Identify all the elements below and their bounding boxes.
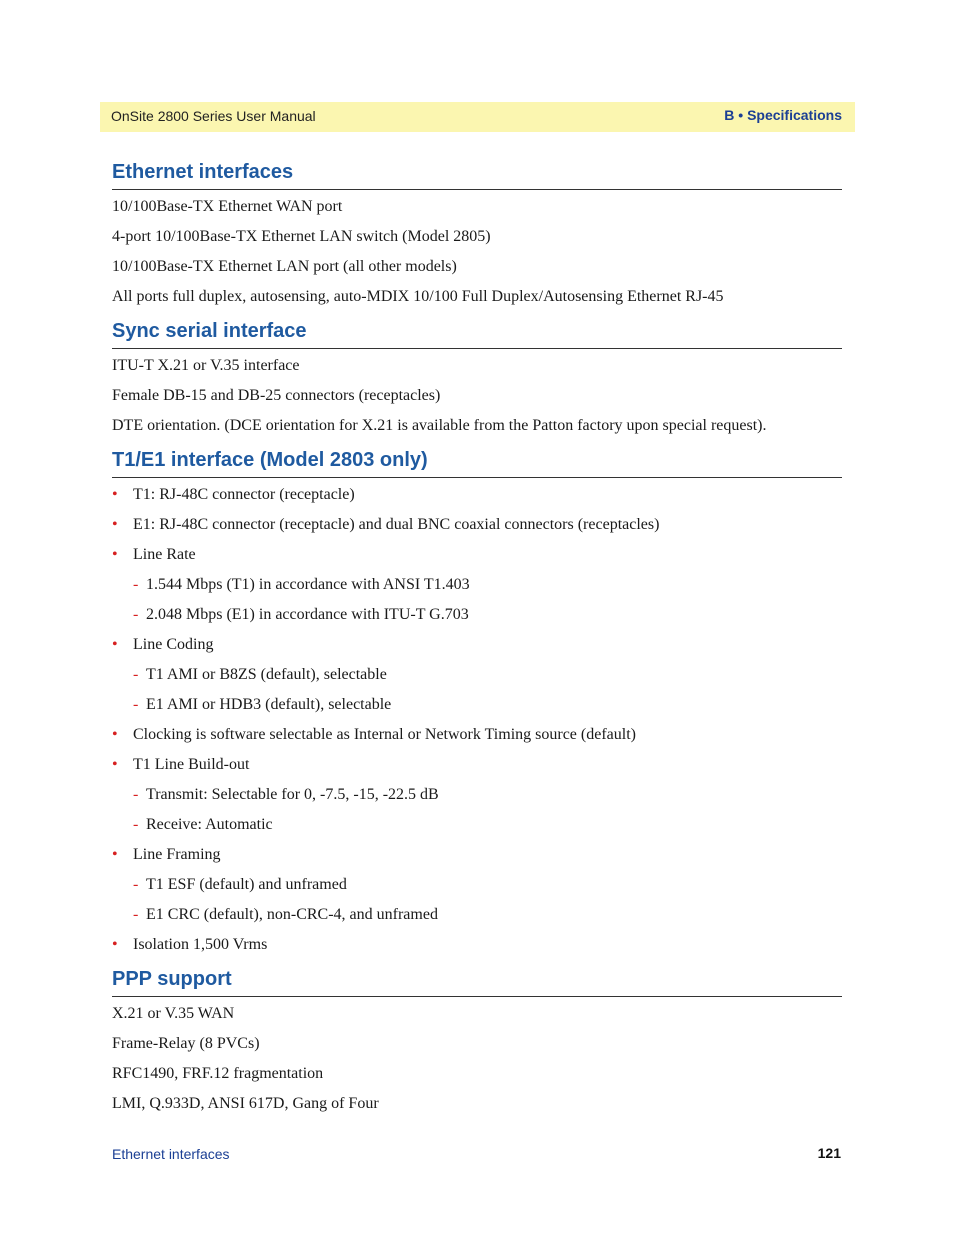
spec-line: RFC1490, FRF.12 fragmentation xyxy=(112,1065,324,1082)
bullet-icon: • xyxy=(112,726,118,743)
bullet-text: Isolation 1,500 Vrms xyxy=(133,936,268,953)
sub-item xyxy=(112,605,842,625)
spec-line: ITU-T X.21 or V.35 interface xyxy=(112,357,300,374)
sub-text: E1 AMI or HDB3 (default), selectable xyxy=(146,696,392,713)
dash-icon: - xyxy=(133,576,139,593)
bullet-text: T1 Line Build-out xyxy=(133,756,250,773)
sub-text: Receive: Automatic xyxy=(146,816,273,833)
section-heading: PPP support xyxy=(112,965,842,997)
section-heading: T1/E1 interface (Model 2803 only) xyxy=(112,446,842,478)
chapter-title: B • Specifications xyxy=(724,107,842,123)
bullet-item xyxy=(112,635,842,655)
spec-line: X.21 or V.35 WAN xyxy=(112,1005,235,1022)
bullet-text: E1: RJ-48C connector (receptacle) and dual BNC coaxial connectors (receptacles) xyxy=(133,516,660,533)
sub-item xyxy=(112,665,842,685)
bullet-item xyxy=(112,725,842,745)
bullet-icon: • xyxy=(112,936,118,953)
bullet-item xyxy=(112,545,842,565)
bullet-text: Line Coding xyxy=(133,636,214,653)
bullet-icon: • xyxy=(112,546,118,563)
bullet-icon: • xyxy=(112,516,118,533)
dash-icon: - xyxy=(133,816,139,833)
spec-line: 10/100Base-TX Ethernet WAN port xyxy=(112,198,343,215)
spec-line: All ports full duplex, autosensing, auto-MDIX 10/100 Full Duplex/Autosensing Ethernet RJ-45 xyxy=(112,288,724,305)
spec-line: 4-port 10/100Base-TX Ethernet LAN switch (Model 2805) xyxy=(112,228,491,245)
dash-icon: - xyxy=(133,606,139,623)
bullet-text: T1: RJ-48C connector (receptacle) xyxy=(133,486,355,503)
spec-line: Female DB-15 and DB-25 connectors (receptacles) xyxy=(112,387,441,404)
section-ppp-support xyxy=(112,965,842,1114)
dash-icon: - xyxy=(133,666,139,683)
sub-item xyxy=(112,905,842,925)
section-heading: Ethernet interfaces xyxy=(112,158,842,190)
spec-line: DTE orientation. (DCE orientation for X.21 is available from the Patton factory upon special request). xyxy=(112,417,767,434)
sub-item xyxy=(112,575,842,595)
sub-text: Transmit: Selectable for 0, -7.5, -15, -22.5 dB xyxy=(146,786,439,803)
section-ethernet-interfaces xyxy=(112,158,842,307)
sub-item xyxy=(112,815,842,835)
bullet-text: Line Rate xyxy=(133,546,196,563)
sub-item xyxy=(112,785,842,805)
bullet-item xyxy=(112,515,842,535)
sub-item xyxy=(112,875,842,895)
page-content xyxy=(112,158,842,1124)
bullet-item xyxy=(112,935,842,955)
running-header xyxy=(100,102,855,132)
bullet-text: Clocking is software selectable as Internal or Network Timing source (default) xyxy=(133,726,636,743)
spec-line: 10/100Base-TX Ethernet LAN port (all other models) xyxy=(112,258,457,275)
footer-section-name: Ethernet interfaces xyxy=(112,1146,230,1162)
sub-text: 1.544 Mbps (T1) in accordance with ANSI T1.403 xyxy=(146,576,470,593)
bullet-icon: • xyxy=(112,636,118,653)
page-number: 121 xyxy=(817,1145,841,1161)
sub-text: E1 CRC (default), non-CRC-4, and unframed xyxy=(146,906,438,923)
section-sync-serial-interface xyxy=(112,317,842,436)
dash-icon: - xyxy=(133,876,139,893)
bullet-icon: • xyxy=(112,846,118,863)
sub-text: 2.048 Mbps (E1) in accordance with ITU-T G.703 xyxy=(146,606,469,623)
bullet-item xyxy=(112,845,842,865)
bullet-item xyxy=(112,755,842,775)
sub-item xyxy=(112,695,842,715)
bullet-item xyxy=(112,485,842,505)
sub-text: T1 ESF (default) and unframed xyxy=(146,876,347,893)
bullet-icon: • xyxy=(112,486,118,503)
section-heading: Sync serial interface xyxy=(112,317,842,349)
dash-icon: - xyxy=(133,906,139,923)
dash-icon: - xyxy=(133,696,139,713)
sub-text: T1 AMI or B8ZS (default), selectable xyxy=(146,666,387,683)
spec-line: LMI, Q.933D, ANSI 617D, Gang of Four xyxy=(112,1095,379,1112)
dash-icon: - xyxy=(133,786,139,803)
bullet-icon: • xyxy=(112,756,118,773)
bullet-text: Line Framing xyxy=(133,846,221,863)
spec-line: Frame-Relay (8 PVCs) xyxy=(112,1035,260,1052)
section-t1e1-interface xyxy=(112,446,842,955)
manual-title: OnSite 2800 Series User Manual xyxy=(111,108,316,124)
